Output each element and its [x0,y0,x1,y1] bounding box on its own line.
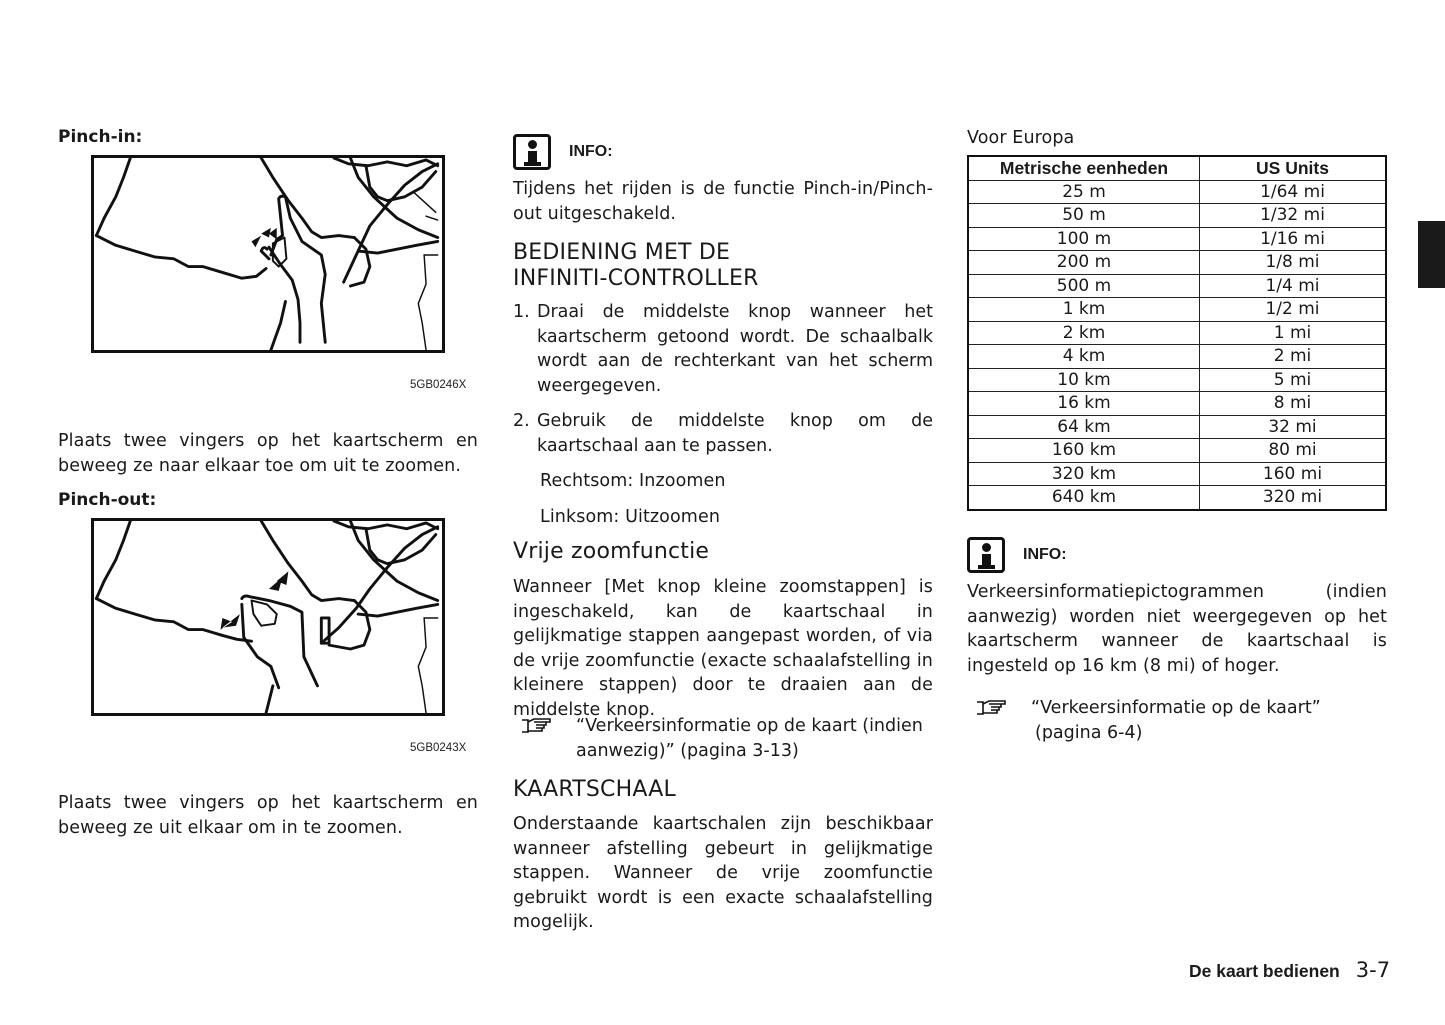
reference-link[interactable] [1031,696,1388,745]
chapter-tab-marker [1418,221,1445,288]
metric-cell: 4 km [968,345,1200,369]
table-row [968,415,1386,439]
heading-line-2: INFINITI-CONTROLLER [513,266,759,291]
reference-traffic-info [520,714,933,763]
section-heading-controller [513,240,759,292]
metric-cell: 1 km [968,298,1200,322]
table-row [968,392,1386,416]
section-heading-free-zoom: Vrije zoomfunctie [513,539,710,564]
step-text: Draai de middelste knop wanneer het kaartscherm getoond wordt. De schaalbalk wordt aan de rechterkant van het scherm weergegeven. [537,302,933,396]
info-header-middle [513,134,613,170]
map-scale-table [967,155,1387,511]
table-row [968,321,1386,345]
metric-cell: 100 m [968,227,1200,251]
table-row [968,227,1386,251]
step-number: 2. [513,411,530,431]
info-label: INFO: [1023,546,1067,563]
us-cell: 1/2 mi [1200,298,1387,322]
column-header-metric: Metrische eenheden [968,156,1200,180]
metric-cell: 10 km [968,368,1200,392]
controller-steps-list [513,300,933,529]
page-footer [1189,958,1390,982]
us-cell: 1/8 mi [1200,251,1387,275]
us-cell: 160 mi [1200,462,1387,486]
column-header-us: US Units [1200,156,1387,180]
info-label: INFO: [569,143,613,160]
reference-line-1: “Verkeersinformatie op de kaart” [1031,698,1321,718]
metric-cell: 320 km [968,462,1200,486]
metric-cell: 25 m [968,180,1200,204]
pinch-out-figure-code: 5GB0243X [410,742,467,754]
table-row [968,439,1386,463]
pinch-in-label: Pinch-in: [58,127,143,147]
page-number: 3-7 [1355,958,1391,982]
us-cell: 1 mi [1200,321,1387,345]
info-header-right [967,537,1067,573]
step-2 [513,409,933,458]
region-label: Voor Europa [967,128,1075,148]
metric-cell: 200 m [968,251,1200,275]
info-text-traffic-icons: Verkeersinformatiepictogrammen (indien aanwezig) worden niet weergegeven op het kaartscherm wanneer de kaartschaal is ingesteld op 16 km (8 mi) of hoger. [967,582,1387,676]
step-number: 1. [513,302,530,322]
us-cell: 1/16 mi [1200,227,1387,251]
metric-cell: 64 km [968,415,1200,439]
us-cell: 1/4 mi [1200,274,1387,298]
reference-text[interactable]: “Verkeersinformatie op de kaart (indien aanwezig)” (pagina 3-13) [576,716,923,761]
map-scale-text: Onderstaande kaartschalen zijn beschikbaar wanneer afstelling gebeurt in gelijkmatige stappen. Wanneer de vrije zoomfunctie gebruikt wordt is een exacte schaalafstelling mogelijk. [513,814,933,932]
metric-cell: 500 m [968,274,1200,298]
pointing-hand-icon [520,714,556,763]
section-heading-map-scale: KAARTSCHAAL [513,777,676,802]
step-1 [513,300,933,398]
reference-traffic-info-map [975,696,1388,745]
us-cell: 320 mi [1200,486,1387,510]
table-row [968,298,1386,322]
step-text: Gebruik de middelste knop om de kaartschaal aan te passen. [537,411,933,456]
heading-line-1: BEDIENING MET DE [513,240,731,265]
pinch-in-description: Plaats twee vingers op het kaartscherm en beweeg ze naar elkaar toe om uit te zoomen. [58,431,478,476]
info-icon [967,537,1005,573]
info-text-pinch-disabled: Tijdens het rijden is de functie Pinch-in/Pinch-out uitgeschakeld. [513,179,933,224]
metric-cell: 160 km [968,439,1200,463]
pinch-out-description: Plaats twee vingers op het kaartscherm en beweeg ze uit elkaar om in te zoomen. [58,793,478,838]
table-row [968,204,1386,228]
counterclockwise-instruction: Linksom: Uitzoomen [540,506,721,527]
pointing-hand-icon [975,696,1011,745]
map-with-pinch-in-gesture-icon [94,158,442,350]
metric-cell: 640 km [968,486,1200,510]
metric-cell: 2 km [968,321,1200,345]
us-cell: 8 mi [1200,392,1387,416]
map-with-pinch-out-gesture-icon [94,521,442,713]
us-cell: 1/32 mi [1200,204,1387,228]
free-zoom-text: Wanneer [Met knop kleine zoomstappen] is ingeschakeld, kan de kaartschaal in gelijkmatige stappen aangepast worden, of via de vrije zoomfunctie (exacte schaalafstelling in kleinere stappen) door te draaien aan de middelste knop. [513,577,933,720]
us-cell: 5 mi [1200,368,1387,392]
reference-line-2: (pagina 6-4) [1035,722,1143,743]
clockwise-instruction: Rechtsom: Inzoomen [540,471,726,491]
pinch-out-illustration [91,518,445,716]
table-header-row [968,156,1386,180]
pinch-out-label: Pinch-out: [58,490,157,510]
table-row [968,462,1386,486]
us-cell: 80 mi [1200,439,1387,463]
table-row [968,486,1386,510]
us-cell: 1/64 mi [1200,180,1387,204]
us-cell: 32 mi [1200,415,1387,439]
table-row [968,345,1386,369]
metric-cell: 16 km [968,392,1200,416]
info-icon [513,134,551,170]
table-row [968,274,1386,298]
pinch-in-figure-code: 5GB0246X [410,379,467,391]
table-row [968,180,1386,204]
pinch-in-illustration [91,155,445,353]
footer-section-title: De kaart bedienen [1189,961,1340,981]
metric-cell: 50 m [968,204,1200,228]
table-row [968,251,1386,275]
us-cell: 2 mi [1200,345,1387,369]
table-row [968,368,1386,392]
